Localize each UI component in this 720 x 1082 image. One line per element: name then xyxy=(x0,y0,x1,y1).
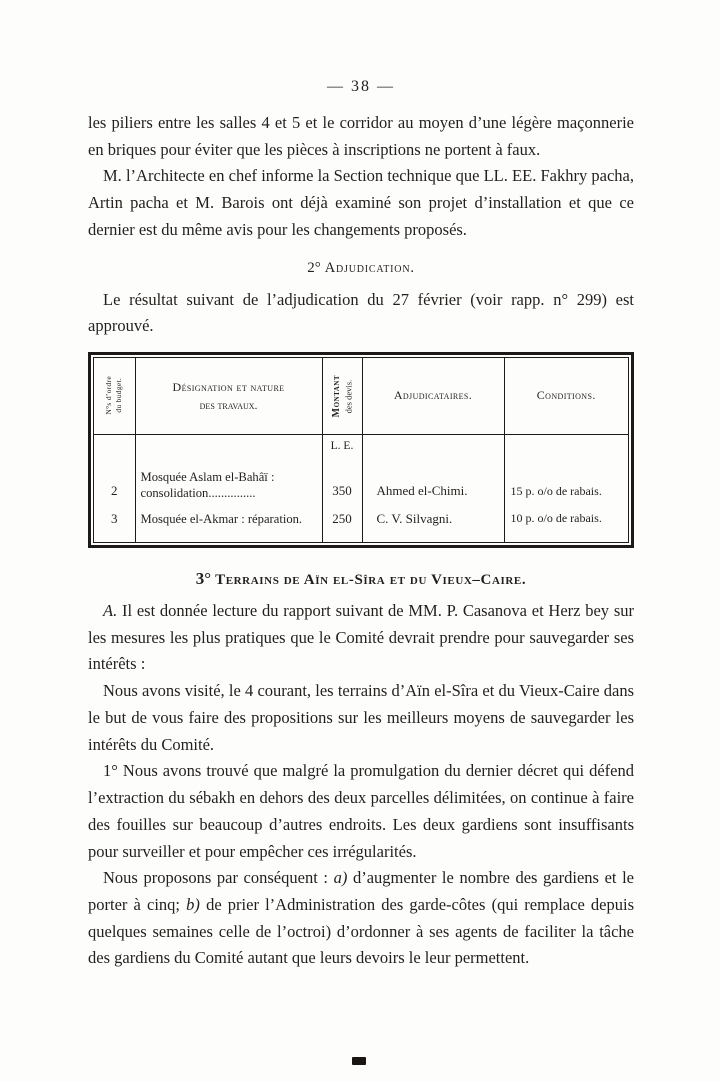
column-header-order-number xyxy=(94,358,135,434)
paragraph: M. l’Architecte en chef informe la Section technique que LL. EE. Fakhry pacha, Artin pacha et M. Barois ont déjà examiné son projet d’installation et que ce dernier est du même avis pour les changements proposés. xyxy=(88,166,634,239)
column-header-designation xyxy=(135,358,322,434)
cell-montant: 350 xyxy=(322,458,362,506)
paragraph-text: Nous proposons par conséquent : xyxy=(103,868,334,888)
section-number: 2° xyxy=(307,259,321,276)
paragraph-text: d’augmenter le nombre des gardiens et le porter à cinq; xyxy=(88,868,634,914)
list-marker-b: b) xyxy=(186,894,200,914)
cell-designation: Mosquée el-Akmar : réparation. xyxy=(135,506,322,542)
section-heading-adjudication xyxy=(88,259,634,277)
table-inner-border xyxy=(93,357,629,543)
report-lead-letter: A. xyxy=(103,601,118,621)
paragraph: 1° Nous avons trouvé que malgré la promulgation du dernier décret qui défend l’extraction du sébakh en dehors des deux parcelles délimitées, on continue à faire des fouilles sur beaucoup d’autres endroits. Les deux gardiens sont insuffisants pour surveiller et pour empêcher ces irrégularités. xyxy=(88,761,634,861)
cell-designation: Mosquée Aslam el-Bahâï : consolidation............... xyxy=(135,458,322,506)
section-title: Terrains de Aïn el-Sîra et du Vieux–Caire. xyxy=(215,572,527,589)
paragraph xyxy=(88,598,634,678)
order-header-line2: du budget. xyxy=(114,378,124,414)
order-header-line1: N°s d’ordre xyxy=(104,376,114,416)
paragraph: Nous avons visité, le 4 courant, les terrains d’Aïn el-Sîra et du Vieux-Caire dans le but de vous faire des propositions sur les meilleurs moyens de sauvegarder les intérêts du Comité. xyxy=(88,681,634,754)
page-number: — 38 — xyxy=(327,78,395,95)
currency-row xyxy=(94,434,628,458)
cell-adjudicataire: C. V. Silvagni. xyxy=(362,506,504,542)
adjudication-table xyxy=(88,352,634,548)
cell-order-number: 3 xyxy=(111,511,118,527)
cell-montant: 250 xyxy=(322,506,362,542)
column-header-montant xyxy=(322,358,362,434)
designation-header-line1: Désignation et nature xyxy=(172,379,285,394)
table-row xyxy=(94,506,628,542)
designation-header-line2: des travaux. xyxy=(199,399,258,412)
column-header-conditions: Conditions. xyxy=(504,358,628,434)
table-row xyxy=(94,458,628,506)
section-number: 3° xyxy=(195,569,212,589)
page-content xyxy=(88,78,634,972)
cell-conditions: 10 p. o/o de rabais. xyxy=(504,506,628,542)
cell-adjudicataire: Ahmed el-Chimi. xyxy=(362,458,504,506)
section-title: Adjudication. xyxy=(324,259,415,276)
cell-conditions: 15 p. o/o de rabais. xyxy=(504,458,628,506)
table-header-row xyxy=(94,358,628,434)
ink-mark-artifact xyxy=(352,1057,366,1065)
paragraph: Le résultat suivant de l’adjudication du 27 février (voir rapp. n° 299) est approuvé. xyxy=(88,289,634,336)
paragraph xyxy=(88,865,634,972)
montant-header-line1: Montant xyxy=(330,374,342,417)
montant-header-line2: des devis. xyxy=(343,379,354,413)
section-heading-terrains xyxy=(88,569,634,589)
paragraph: les piliers entre les salles 4 et 5 et le corridor au moyen d’une légère maçonnerie en briques pour éviter que les pièces à inscriptions ne portent à faux. xyxy=(88,113,634,159)
paragraph-text: Il est donnée lecture du rapport suivant de MM. P. Casanova et Herz bey sur les mesures les plus pratiques que le Comité devrait prendre pour sauvegarder ses intérêts : xyxy=(88,601,634,674)
column-header-adjudicataires: Adjudicataires. xyxy=(362,358,504,434)
list-marker-a: a) xyxy=(333,868,348,888)
currency-label: L. E. xyxy=(322,434,362,458)
paragraph-text: de prier l’Administration des garde-côtes (qui remplace depuis quelques semaines celle de l’octroi) d’ordonner à ses agents de faciliter la tâche des gardiens du Comité autant que leurs devoirs le leur permettent. xyxy=(88,894,634,968)
cell-order-number: 2 xyxy=(111,483,118,499)
